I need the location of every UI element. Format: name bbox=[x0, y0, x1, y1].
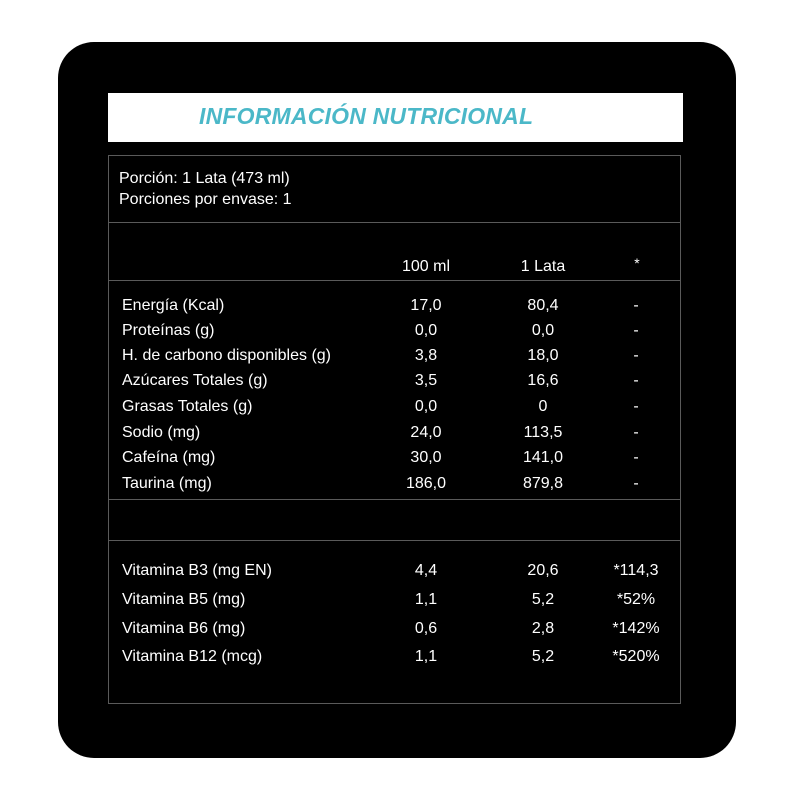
value-100ml: 0,0 bbox=[414, 398, 438, 415]
value-percent: *142% bbox=[612, 620, 660, 637]
value-percent: - bbox=[633, 475, 639, 492]
value-100ml: 17,0 bbox=[410, 297, 442, 314]
row-label: Grasas Totales (g) bbox=[122, 398, 253, 415]
divider-header bbox=[108, 280, 681, 281]
value-can: 141,0 bbox=[522, 449, 564, 466]
value-100ml: 30,0 bbox=[410, 449, 442, 466]
value-100ml: 24,0 bbox=[410, 424, 442, 441]
value-percent: - bbox=[633, 424, 639, 441]
row-label: Vitamina B5 (mg) bbox=[122, 591, 246, 608]
value-percent: *52% bbox=[616, 591, 656, 608]
value-can: 5,2 bbox=[531, 648, 555, 665]
column-header-can: 1 Lata bbox=[520, 258, 566, 275]
value-can: 879,8 bbox=[522, 475, 564, 492]
value-100ml: 4,4 bbox=[414, 562, 438, 579]
value-100ml: 1,1 bbox=[414, 591, 438, 608]
value-percent: - bbox=[633, 297, 639, 314]
row-label: Vitamina B6 (mg) bbox=[122, 620, 246, 637]
value-can: 5,2 bbox=[531, 591, 555, 608]
column-header-100ml: 100 ml bbox=[401, 258, 451, 275]
value-100ml: 3,5 bbox=[414, 372, 438, 389]
value-percent: *520% bbox=[612, 648, 660, 665]
value-can: 2,8 bbox=[531, 620, 555, 637]
row-label: H. de carbono disponibles (g) bbox=[122, 347, 332, 364]
value-100ml: 0,6 bbox=[414, 620, 438, 637]
row-label: Proteínas (g) bbox=[122, 322, 215, 339]
value-can: 80,4 bbox=[527, 297, 559, 314]
value-percent: - bbox=[633, 347, 639, 364]
divider-vitamins bbox=[108, 540, 681, 541]
value-percent: - bbox=[633, 372, 639, 389]
serving-portion: Porción: 1 Lata (473 ml) bbox=[119, 170, 290, 187]
row-label: Azúcares Totales (g) bbox=[122, 372, 268, 389]
value-can: 18,0 bbox=[527, 347, 559, 364]
serving-per-container: Porciones por envase: 1 bbox=[119, 191, 292, 208]
row-label: Cafeína (mg) bbox=[122, 449, 216, 466]
value-100ml: 186,0 bbox=[405, 475, 447, 492]
row-label: Vitamina B3 (mg EN) bbox=[122, 562, 272, 579]
value-can: 20,6 bbox=[527, 562, 559, 579]
value-can: 16,6 bbox=[527, 372, 559, 389]
row-label: Sodio (mg) bbox=[122, 424, 201, 441]
value-can: 0 bbox=[538, 398, 548, 415]
value-percent: - bbox=[633, 322, 639, 339]
row-label: Vitamina B12 (mcg) bbox=[122, 648, 263, 665]
row-label: Energía (Kcal) bbox=[122, 297, 225, 314]
value-100ml: 1,1 bbox=[414, 648, 438, 665]
page-title: INFORMACIÓN NUTRICIONAL bbox=[199, 103, 534, 129]
value-percent: - bbox=[633, 449, 639, 466]
column-header-percent: * bbox=[634, 255, 640, 271]
divider-nutrients bbox=[108, 499, 681, 500]
value-percent: - bbox=[633, 398, 639, 415]
value-100ml: 3,8 bbox=[414, 347, 438, 364]
row-label: Taurina (mg) bbox=[122, 475, 212, 492]
divider-serving bbox=[108, 222, 681, 223]
value-100ml: 0,0 bbox=[414, 322, 438, 339]
value-percent: *114,3 bbox=[613, 562, 659, 579]
value-can: 113,5 bbox=[523, 424, 563, 441]
value-can: 0,0 bbox=[531, 322, 555, 339]
